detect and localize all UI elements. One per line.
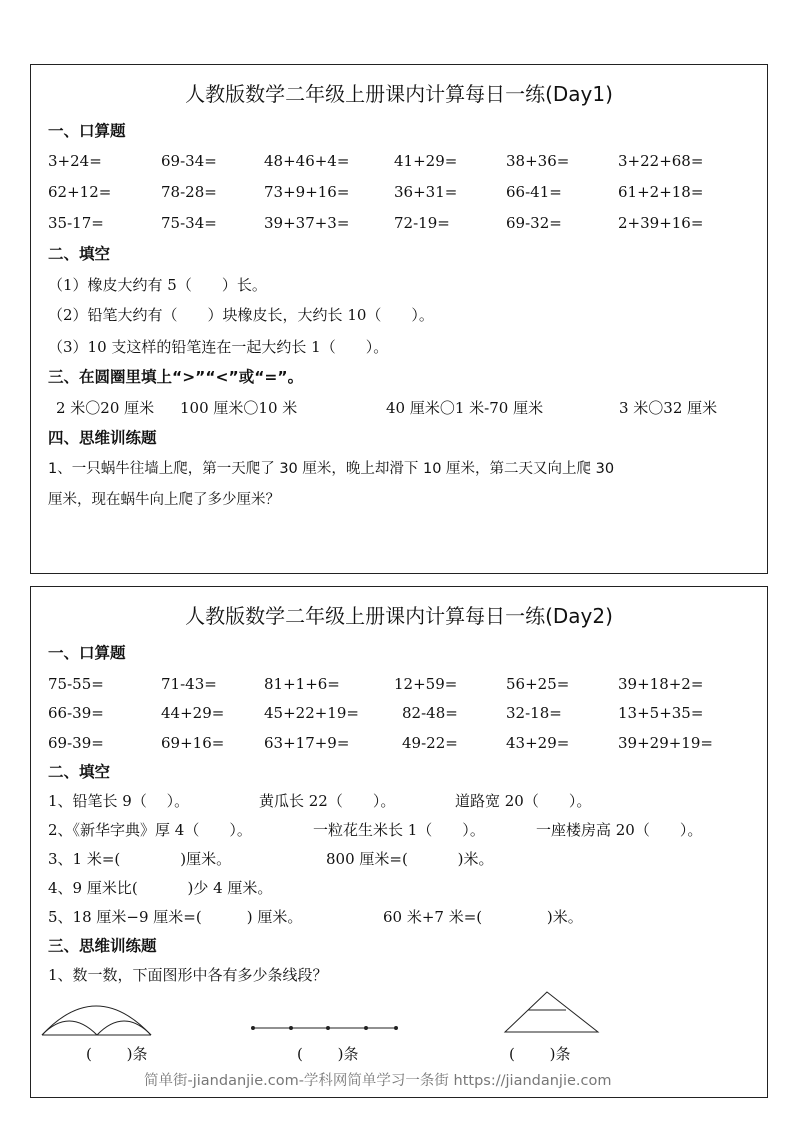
arithmetic-problem: 45+22+19=: [264, 704, 359, 722]
day2-section1-heading: 一、口算题: [48, 644, 126, 662]
day1-section4-heading: 四、思维训练题: [48, 429, 157, 447]
arithmetic-problem: 43+29=: [506, 734, 570, 752]
day1-fill-item-1: （1）橡皮大约有 5（ ）长。: [48, 276, 267, 294]
day2-fill-5a: 5、18 厘米−9 厘米=( ) 厘米。: [48, 908, 303, 926]
arithmetic-problem: 44+29=: [161, 704, 225, 722]
arithmetic-problem: 71-43=: [161, 675, 217, 693]
arithmetic-problem: 66-39=: [48, 704, 104, 722]
arithmetic-problem: 48+46+4=: [264, 152, 350, 170]
day2-fill-1c: 道路宽 20（ ）。: [455, 792, 592, 810]
day2-fill-4: 4、9 厘米比( )少 4 厘米。: [48, 879, 273, 897]
day2-fill-3b: 800 厘米=( )米。: [326, 850, 494, 868]
arithmetic-problem: 39+37+3=: [264, 214, 350, 232]
day2-fill-3a: 3、1 米=( )厘米。: [48, 850, 232, 868]
arc-figure: [42, 1006, 151, 1035]
arithmetic-problem: 12+59=: [394, 675, 458, 693]
day2-section2-heading: 二、填空: [48, 763, 111, 781]
arithmetic-problem: 61+2+18=: [618, 183, 704, 201]
answer-blank-3[interactable]: ( )条: [509, 1045, 571, 1063]
answer-blank-2[interactable]: ( )条: [297, 1045, 359, 1063]
arithmetic-problem: 66-41=: [506, 183, 562, 201]
arithmetic-problem: 35-17=: [48, 214, 104, 232]
day1-compare-3: 40 厘米〇1 米-70 厘米: [386, 399, 544, 417]
segmented-line-figure: [252, 1027, 398, 1030]
arithmetic-problem: 62+12=: [48, 183, 112, 201]
day1-title: 人教版数学二年级上册课内计算每日一练(Day1): [185, 82, 613, 106]
arithmetic-problem: 78-28=: [161, 183, 217, 201]
day1-section1-heading: 一、口算题: [48, 122, 126, 140]
day2-fill-1b: 黄瓜长 22（ ）。: [259, 792, 396, 810]
day2-fill-2a: 2、《新华字典》厚 4（ ）。: [48, 821, 252, 839]
day1-card: [30, 64, 768, 574]
day1-compare-2: 100 厘米〇10 米: [180, 399, 298, 417]
arithmetic-problem: 69+16=: [161, 734, 225, 752]
arithmetic-problem: 3+22+68=: [618, 152, 704, 170]
day2-title: 人教版数学二年级上册课内计算每日一练(Day2): [185, 604, 613, 628]
arithmetic-problem: 3+24=: [48, 152, 102, 170]
day2-fill-2c: 一座楼房高 20（ ）。: [536, 821, 703, 839]
arithmetic-problem: 75-55=: [48, 675, 104, 693]
arithmetic-problem: 2+39+16=: [618, 214, 704, 232]
arithmetic-problem: 81+1+6=: [264, 675, 340, 693]
arithmetic-problem: 39+29+19=: [618, 734, 713, 752]
day2-fill-5b: 60 米+7 米=( )米。: [383, 908, 583, 926]
arithmetic-problem: 72-19=: [394, 214, 450, 232]
day1-fill-item-3: （3）10 支这样的铅笔连在一起大约长 1（ ）。: [48, 338, 389, 356]
day2-card: [30, 586, 768, 1098]
day1-word-problem-line2: 厘米，现在蜗牛向上爬了多少厘米？: [48, 492, 280, 508]
arithmetic-problem: 41+29=: [394, 152, 458, 170]
answer-blank-1[interactable]: ( )条: [86, 1045, 148, 1063]
arithmetic-problem: 69-32=: [506, 214, 562, 232]
arithmetic-problem: 39+18+2=: [618, 675, 704, 693]
arithmetic-problem: 36+31=: [394, 183, 458, 201]
arithmetic-problem: 63+17+9=: [264, 734, 350, 752]
day1-compare-1: 2 米〇20 厘米: [56, 399, 155, 417]
arithmetic-problem: 73+9+16=: [264, 183, 350, 201]
day2-section3-heading: 三、思维训练题: [48, 937, 157, 955]
arithmetic-problem: 38+36=: [506, 152, 570, 170]
day1-section3-heading: 三、在圆圈里填上“>”“<”或“=”。: [48, 368, 304, 386]
footer-watermark: 简单街-jiandanjie.com-学科网简单学习一条街 https://jiandanjie.com: [144, 1073, 612, 1089]
day2-fill-1a: 1、铅笔长 9（ ）。: [48, 792, 190, 810]
day1-word-problem-line1: 1、一只蜗牛往墙上爬，第一天爬了 30 厘米，晚上却滑下 10 厘米，第二天又向上爬 30: [48, 461, 615, 477]
day1-section2-heading: 二、填空: [48, 245, 111, 263]
day2-count-question: 1、数一数，下面图形中各有多少条线段？: [48, 966, 328, 984]
arithmetic-problem: 56+25=: [506, 675, 570, 693]
arithmetic-problem: 69-34=: [161, 152, 217, 170]
day2-fill-2b: 一粒花生米长 1（ ）。: [313, 821, 485, 839]
day1-compare-4: 3 米〇32 厘米: [619, 399, 718, 417]
triangle-figure: [505, 992, 598, 1032]
arithmetic-problem: 32-18=: [506, 704, 562, 722]
arithmetic-problem: 13+5+35=: [618, 704, 704, 722]
arithmetic-problem: 75-34=: [161, 214, 217, 232]
arithmetic-problem: 49-22=: [402, 734, 458, 752]
day1-fill-item-2: （2）铅笔大约有（ ）块橡皮长，大约长 10（ ）。: [48, 306, 434, 324]
arithmetic-problem: 82-48=: [402, 704, 458, 722]
line-segment-figures: [31, 587, 767, 1097]
arithmetic-problem: 69-39=: [48, 734, 104, 752]
